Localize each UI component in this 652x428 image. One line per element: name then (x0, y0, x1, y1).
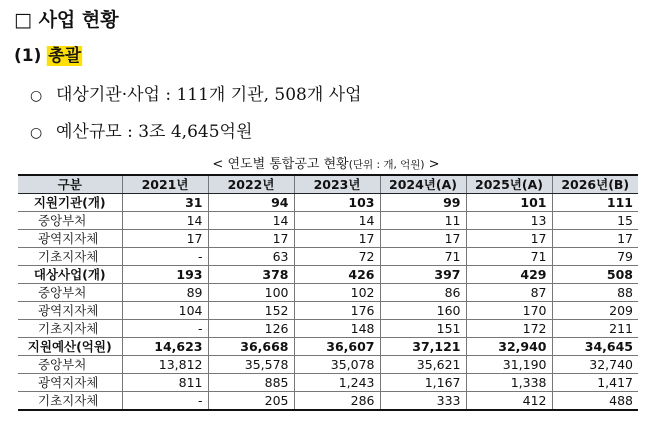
value-cell: 34,645 (552, 338, 638, 356)
value-cell: 209 (552, 302, 638, 320)
value-cell: 71 (380, 248, 466, 266)
row-label (18, 320, 122, 338)
value-cell: 36,607 (294, 338, 380, 356)
value-cell: 35,578 (208, 356, 294, 374)
value-cell: 37,121 (380, 338, 466, 356)
row-label: 지원기관(개) (18, 194, 122, 212)
value-cell: 151 (380, 320, 466, 338)
value-cell: - (122, 392, 208, 411)
row-label (18, 392, 122, 411)
value-cell: 170 (466, 302, 552, 320)
subsection-number: (1) (14, 46, 42, 66)
row-label-text: 광역지자체 (38, 302, 99, 318)
row-label (18, 374, 122, 392)
value-cell: 1,243 (294, 374, 380, 392)
bullet-budget (30, 117, 252, 142)
table-header-row (18, 175, 638, 194)
bullet-circle-icon: ○ (30, 88, 43, 104)
header-cell: 2026년(B) (552, 175, 638, 194)
value-cell: 17 (122, 230, 208, 248)
value-cell: - (122, 320, 208, 338)
value-cell: 15 (552, 212, 638, 230)
value-cell: 397 (380, 266, 466, 284)
value-cell: 72 (294, 248, 380, 266)
value-cell: 429 (466, 266, 552, 284)
value-cell: 14 (208, 212, 294, 230)
value-cell: 286 (294, 392, 380, 411)
value-cell: 160 (380, 302, 466, 320)
value-cell: 17 (380, 230, 466, 248)
value-cell: 488 (552, 392, 638, 411)
row-label (18, 302, 122, 320)
value-cell: 14 (294, 212, 380, 230)
row-label (18, 212, 122, 230)
row-label (18, 284, 122, 302)
table-row (18, 212, 638, 230)
value-cell: 176 (294, 302, 380, 320)
row-label-text: 중앙부처 (38, 212, 87, 228)
value-cell: 35,621 (380, 356, 466, 374)
value-cell: 126 (208, 320, 294, 338)
value-cell: 87 (466, 284, 552, 302)
subsection-heading (14, 41, 82, 66)
value-cell: 148 (294, 320, 380, 338)
row-label-text: 광역지자체 (38, 374, 99, 390)
table-row (18, 248, 638, 266)
value-cell: 13 (466, 212, 552, 230)
value-cell: 193 (122, 266, 208, 284)
header-cell: 구분 (18, 175, 122, 194)
value-cell: 11 (380, 212, 466, 230)
value-cell: 103 (294, 194, 380, 212)
table-row (18, 356, 638, 374)
subsection-label: 총괄 (48, 46, 82, 66)
value-cell: 378 (208, 266, 294, 284)
value-cell: - (122, 248, 208, 266)
value-cell: 211 (552, 320, 638, 338)
value-cell: 94 (208, 194, 294, 212)
row-label-text: 기초지자체 (38, 248, 99, 264)
header-cell: 2025년(A) (466, 175, 552, 194)
value-cell: 89 (122, 284, 208, 302)
value-cell: 32,940 (466, 338, 552, 356)
row-label: 지원예산(억원) (18, 338, 122, 356)
value-cell: 99 (380, 194, 466, 212)
table-row (18, 374, 638, 392)
value-cell: 885 (208, 374, 294, 392)
table-row (18, 302, 638, 320)
yearly-status-table (18, 174, 638, 411)
header-cell: 2021년 (122, 175, 208, 194)
value-cell: 63 (208, 248, 294, 266)
bullet-circle-icon: ○ (30, 125, 43, 141)
value-cell: 333 (380, 392, 466, 411)
row-label-text: 광역지자체 (38, 230, 99, 246)
caption-title: < 연도별 통합공고 현황 (212, 157, 349, 172)
value-cell: 17 (208, 230, 294, 248)
row-label: 대상사업(개) (18, 266, 122, 284)
value-cell: 508 (552, 266, 638, 284)
value-cell: 17 (294, 230, 380, 248)
value-cell: 31 (122, 194, 208, 212)
value-cell: 1,417 (552, 374, 638, 392)
value-cell: 86 (380, 284, 466, 302)
row-label-text: 중앙부처 (38, 284, 87, 300)
row-label (18, 230, 122, 248)
value-cell: 426 (294, 266, 380, 284)
row-label (18, 356, 122, 374)
value-cell: 14 (122, 212, 208, 230)
table-row (18, 284, 638, 302)
value-cell: 36,668 (208, 338, 294, 356)
value-cell: 100 (208, 284, 294, 302)
section-heading: □ 사업 현황 (14, 9, 119, 31)
value-cell: 13,812 (122, 356, 208, 374)
row-label-text: 기초지자체 (38, 392, 99, 408)
value-cell: 205 (208, 392, 294, 411)
bullet-target-institutions (30, 80, 362, 105)
value-cell: 1,338 (466, 374, 552, 392)
header-cell: 2022년 (208, 175, 294, 194)
table-caption (0, 153, 652, 172)
value-cell: 71 (466, 248, 552, 266)
value-cell: 412 (466, 392, 552, 411)
value-cell: 111 (552, 194, 638, 212)
caption-close: > (424, 157, 440, 172)
value-cell: 17 (552, 230, 638, 248)
value-cell: 35,078 (294, 356, 380, 374)
bullet-text: 대상기관·사업 : 111개 기관, 508개 사업 (56, 85, 362, 105)
value-cell: 1,167 (380, 374, 466, 392)
value-cell: 31,190 (466, 356, 552, 374)
value-cell: 152 (208, 302, 294, 320)
table-group-row (18, 266, 638, 284)
value-cell: 811 (122, 374, 208, 392)
value-cell: 17 (466, 230, 552, 248)
row-label-text: 기초지자체 (38, 320, 99, 336)
value-cell: 172 (466, 320, 552, 338)
table-row (18, 230, 638, 248)
value-cell: 88 (552, 284, 638, 302)
value-cell: 101 (466, 194, 552, 212)
table-row (18, 392, 638, 411)
header-cell: 2023년 (294, 175, 380, 194)
value-cell: 102 (294, 284, 380, 302)
row-label-text: 중앙부처 (38, 356, 87, 372)
value-cell: 104 (122, 302, 208, 320)
value-cell: 14,623 (122, 338, 208, 356)
value-cell: 32,740 (552, 356, 638, 374)
table-group-row (18, 338, 638, 356)
caption-unit: (단위 : 개, 억원) (348, 159, 425, 171)
value-cell: 79 (552, 248, 638, 266)
header-cell: 2024년(A) (380, 175, 466, 194)
table-row (18, 320, 638, 338)
row-label (18, 248, 122, 266)
table-group-row (18, 194, 638, 212)
bullet-text: 예산규모 : 3조 4,645억원 (56, 122, 253, 142)
